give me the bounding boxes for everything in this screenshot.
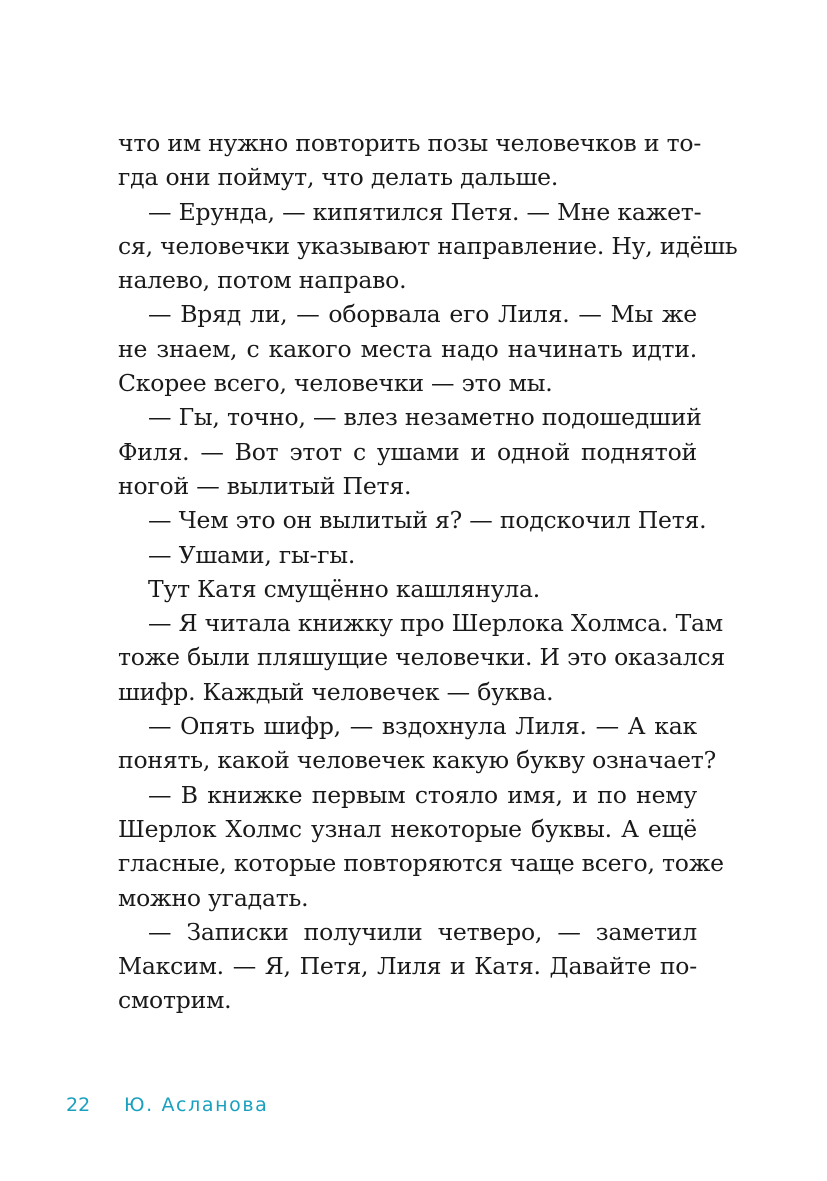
author-name: Ю. Асланова <box>124 1094 269 1116</box>
text-line: — Гы, точно, — влез незаметно подошедший <box>148 403 702 432</box>
text-line: шифр. Каждый человечек — буква. <box>118 677 554 706</box>
text-line: тоже были пляшущие человечки. И это оказался <box>118 643 726 672</box>
text-line: ногой — вылитый Петя. <box>118 471 412 500</box>
text-line: Тут Катя смущённо кашлянула. <box>148 574 541 603</box>
text-line: — Ушами, гы-гы. <box>148 540 356 569</box>
body-text <box>118 126 738 1018</box>
text-line: Скорее всего, человечки — это мы. <box>118 369 553 398</box>
text-line: гда они поймут, что делать дальше. <box>118 163 559 192</box>
text-line: не знаем, с какого места надо начинать идти. <box>118 334 697 363</box>
text-line: — Вряд ли, — оборвала его Лиля. — Мы же <box>148 300 697 329</box>
text-line: — Опять шифр, — вздохнула Лиля. — А как <box>148 712 697 741</box>
text-line: — Чем это он вылитый я? — подскочил Петя. <box>148 506 707 535</box>
text-line: — В книжке первым стояло имя, и по нему <box>148 780 697 809</box>
text-line: ся, человечки указывают направление. Ну, идёшь <box>118 231 738 260</box>
text-line: Шерлок Холмс узнал некоторые буквы. А ещё <box>118 814 697 843</box>
text-line: — Ерунда, — кипятился Петя. — Мне кажет- <box>148 197 702 226</box>
text-line: — Я читала книжку про Шерлока Холмса. Там <box>148 609 723 638</box>
text-line: смотрим. <box>118 986 232 1015</box>
text-line: понять, какой человечек какую букву означает? <box>118 746 716 775</box>
text-line: что им нужно повторить позы человечков и то- <box>118 129 702 157</box>
text-line: Филя. — Вот этот с ушами и одной поднятой <box>118 437 697 466</box>
text-line: гласные, которые повторяются чаще всего, тоже <box>118 849 724 878</box>
text-line: Максим. — Я, Петя, Лиля и Катя. Давайте по- <box>118 952 697 981</box>
text-line: — Записки получили четверо, — заметил <box>148 917 697 946</box>
text-line: можно угадать. <box>118 883 309 912</box>
text-line: налево, потом направо. <box>118 266 407 295</box>
page-number: 22 <box>66 1094 91 1116</box>
page-footer <box>66 1094 268 1116</box>
